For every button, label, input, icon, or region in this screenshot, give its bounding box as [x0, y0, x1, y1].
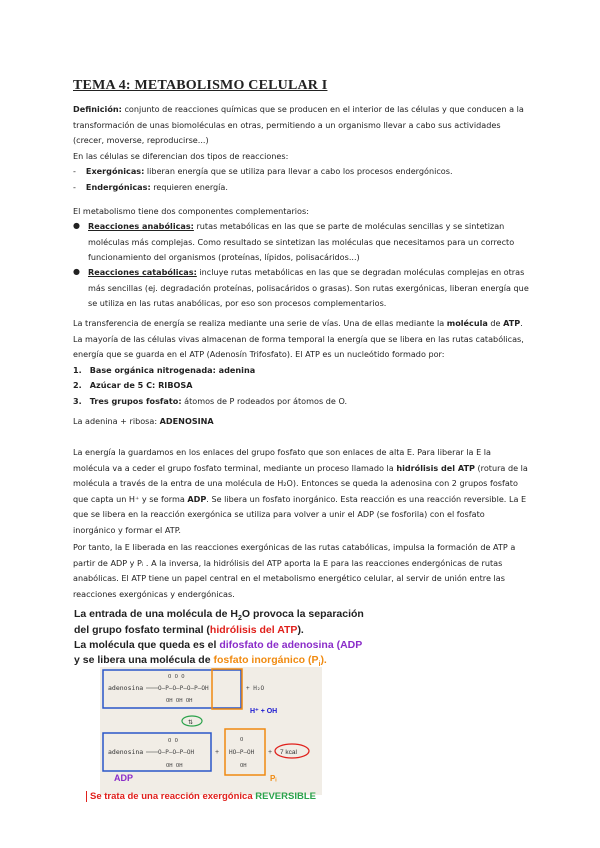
dash: - — [73, 181, 76, 192]
definition-paragraph — [73, 102, 528, 196]
atp-component-2: Azúcar de 5 C: RIBOSA — [89, 380, 193, 391]
caption-adp: difosfato de adenosina (ADP — [219, 639, 363, 651]
pi-oxygen: O — [240, 737, 244, 743]
atp-term: ATP — [503, 318, 521, 328]
definition-line3: (crecer, moverse, reproducirse...) — [73, 135, 209, 146]
atp-component-3-text: átomos de P rodeados por átomos de O. — [181, 395, 348, 406]
plus-sign-2: + — [268, 749, 273, 756]
figure-caption-line3 — [74, 639, 362, 652]
adp-adenosina-label: adenosina — [108, 748, 144, 756]
exergonic-label: Exergónicas: — [85, 166, 145, 177]
anabolic-line2: moléculas más complejas. Como resultado se sintetizan las moléculas que necesitamos para un correcto — [88, 236, 515, 247]
caption-text: O provoca la separación — [241, 608, 364, 620]
figure-caption-line1 — [74, 608, 364, 625]
figure-footer — [86, 790, 316, 803]
conclusion-line4: reacciones exergónicas y endergónicas. — [73, 588, 235, 599]
pi-formula: HO–P–OH — [229, 749, 255, 756]
energy-hydrolysis: hidrólisis del ATP — [396, 462, 475, 473]
footer-text: Se trata de una reacción exergónica — [90, 791, 256, 802]
pi-label: Pᵢ — [270, 774, 277, 783]
kcal-label: 7 kcal — [280, 749, 297, 756]
exergonic-text: liberan energía que se utiliza para llevar a cabo los procesos endergónicos. — [144, 166, 453, 177]
caption-pi — [213, 654, 327, 669]
bullet-icon: ● — [73, 267, 80, 276]
conclusion-line2: partir de ADP y Pᵢ . A la inversa, la hidrólisis del ATP aporta la E para las reacciones endergónicas de rutas — [73, 557, 503, 568]
reaction-diagram-svg — [100, 667, 322, 795]
anabolic-item — [88, 219, 528, 266]
adp-oh-bottom: OH OH — [166, 763, 183, 769]
arrow-glyph: ⇅ — [188, 720, 194, 726]
energy-line4c: . Se libera un fosfato inorgánico. Esta reacción es una reacción reversible. La E — [206, 493, 527, 504]
adenosina-text: La adenina + ribosa: — [73, 416, 160, 426]
water-label: + H₂O — [246, 685, 265, 692]
energy-line2c: (rotura de la — [474, 462, 528, 473]
catabolic-line2: más sencillas (ej. degradación proteínas, polisacáridos o grasas). Son rutas exergónicas, liberan energía que — [88, 282, 529, 293]
atp-adenosina-label: adenosina — [108, 684, 144, 692]
dash: - — [73, 166, 76, 177]
oh-bottom: OH OH OH — [166, 698, 193, 704]
energy-line2a: molécula va a ceder el grupo fosfato terminal, mediante un proceso llamado la — [73, 462, 397, 473]
atp-paragraph — [73, 316, 528, 410]
catabolic-label: Reacciones catabólicas: — [88, 267, 197, 277]
caption-pi-close: ). — [320, 654, 327, 666]
anabolic-label: Reacciones anabólicas: — [88, 221, 194, 231]
list-number: 1. — [73, 364, 82, 375]
plus-sign: + — [215, 749, 220, 756]
energy-adp: ADP — [187, 493, 207, 504]
reaction-types-intro: En las células se diferencian dos tipos de reacciones: — [73, 150, 289, 161]
energy-line5: que se libera en la reacción exergónica se utiliza para volver a unir el ADP (se fosforila) con el fosfato — [73, 509, 485, 520]
atp-dot: . — [520, 318, 523, 328]
catabolic-line3: se utiliza en las rutas anabólicas, por eso son procesos complementarios. — [88, 298, 387, 309]
conclusion-line1: Por tanto, la E liberada en las reacciones exergónicas de las rutas catabólicas, impulsa la formación de ATP a — [73, 542, 516, 552]
endergonic-text: requieren energía. — [150, 181, 228, 192]
caption-text: La entrada de una molécula de H — [74, 608, 238, 620]
h-plus-label: H⁺ + OH — [250, 708, 278, 715]
conclusion-line3: anabólicas. El ATP tiene un papel central en el metabolismo energético celular, al servir de unión entre las — [73, 573, 505, 584]
catabolic-item — [88, 265, 528, 312]
atp-component-3: Tres grupos fosfato: — [89, 395, 182, 406]
caption-pi-text: fosfato inorgánico (P — [213, 654, 319, 666]
oxygen-top: O O O — [168, 674, 185, 680]
energy-line3: molécula a través de la entra de una molécula de H₂O). Entonces se queda la adenosina con 2 grupos fosfato — [73, 478, 518, 489]
energy-line6: inorgánico y formar el ATP. — [73, 524, 181, 535]
footer-reversible: REVERSIBLE — [255, 791, 316, 802]
adenosina-bold: ADENOSINA — [159, 416, 214, 426]
caption-hydrolysis: hidrólisis del ATP — [209, 624, 298, 636]
atp-hydrolysis-figure — [70, 604, 364, 806]
energy-paragraph — [73, 445, 528, 539]
energy-line1: La energía la guardamos en los enlaces del grupo fosfato que son enlaces de alta E. Para liberar la E la — [73, 447, 491, 457]
anabolic-line1: rutas metabólicas en las que se parte de moléculas sencillas y se sintetizan — [193, 221, 505, 231]
caption-text: y se libera una molécula de — [74, 654, 214, 666]
catabolic-line1: incluye rutas metabólicas en las que se degradan moléculas complejas en otras — [196, 267, 525, 277]
footer-bar — [86, 791, 87, 802]
conclusion-paragraph — [73, 540, 528, 602]
anabolic-line3: funcionamiento del organismos (proteínas, lípidos, polisacáridos...) — [88, 252, 360, 263]
bullet-icon: ● — [73, 221, 80, 230]
definition-label: Definición: — [73, 104, 122, 114]
atp-molecule: molécula — [446, 318, 488, 328]
list-number: 2. — [73, 380, 82, 391]
caption-text: del grupo fosfato terminal ( — [74, 624, 210, 636]
definition-line1: conjunto de reacciones químicas que se producen en el interior de las células y que conducen a la — [121, 104, 524, 114]
pi-oh: OH — [240, 763, 247, 769]
list-number: 3. — [73, 395, 82, 406]
figure-caption-line2 — [74, 624, 304, 637]
atp-line2: La mayoría de las células vivas almacenan de forma temporal la energía que se libera en las rutas catabólicas, — [73, 333, 524, 344]
caption-text: La molécula que queda es el — [74, 639, 220, 651]
adp-label: ADP — [114, 773, 134, 783]
endergonic-label: Endergónicas: — [85, 181, 151, 192]
atp-component-1: Base orgánica nitrogenada: adenina — [89, 364, 256, 375]
energy-line4a: que capta un H⁺ y se forma — [73, 493, 188, 504]
atp-de: de — [487, 318, 504, 328]
reaction-diagram — [100, 667, 322, 795]
atp-line1: La transferencia de energía se realiza mediante una serie de vías. Una de ellas mediante la — [73, 318, 447, 328]
phosphate-chain: O–P–O–P–O–P–OH — [158, 685, 209, 692]
atp-line3: energía que se guarda en el ATP (Adenosín Trifosfato). El ATP es un nucleótido formado por: — [73, 349, 445, 360]
caption-sub: 2 — [237, 615, 242, 623]
definition-line2: transformación de unas biomoléculas en otras, permitiendo a un organismo llevar a cabo sus actividades — [73, 119, 501, 130]
caption-text: ). — [297, 624, 304, 636]
terminal-phosphate-box — [212, 669, 242, 709]
adp-phosphate-chain: O–P–O–P–OH — [158, 749, 195, 756]
page-title: TEMA 4: METABOLISMO CELULAR I — [73, 78, 328, 93]
adenosina-line — [73, 414, 528, 430]
caption-pi-sub: i — [318, 661, 321, 669]
adp-oxygen-top: O O — [168, 738, 178, 744]
metabolism-intro: El metabolismo tiene dos componentes complementarios: — [73, 206, 309, 216]
